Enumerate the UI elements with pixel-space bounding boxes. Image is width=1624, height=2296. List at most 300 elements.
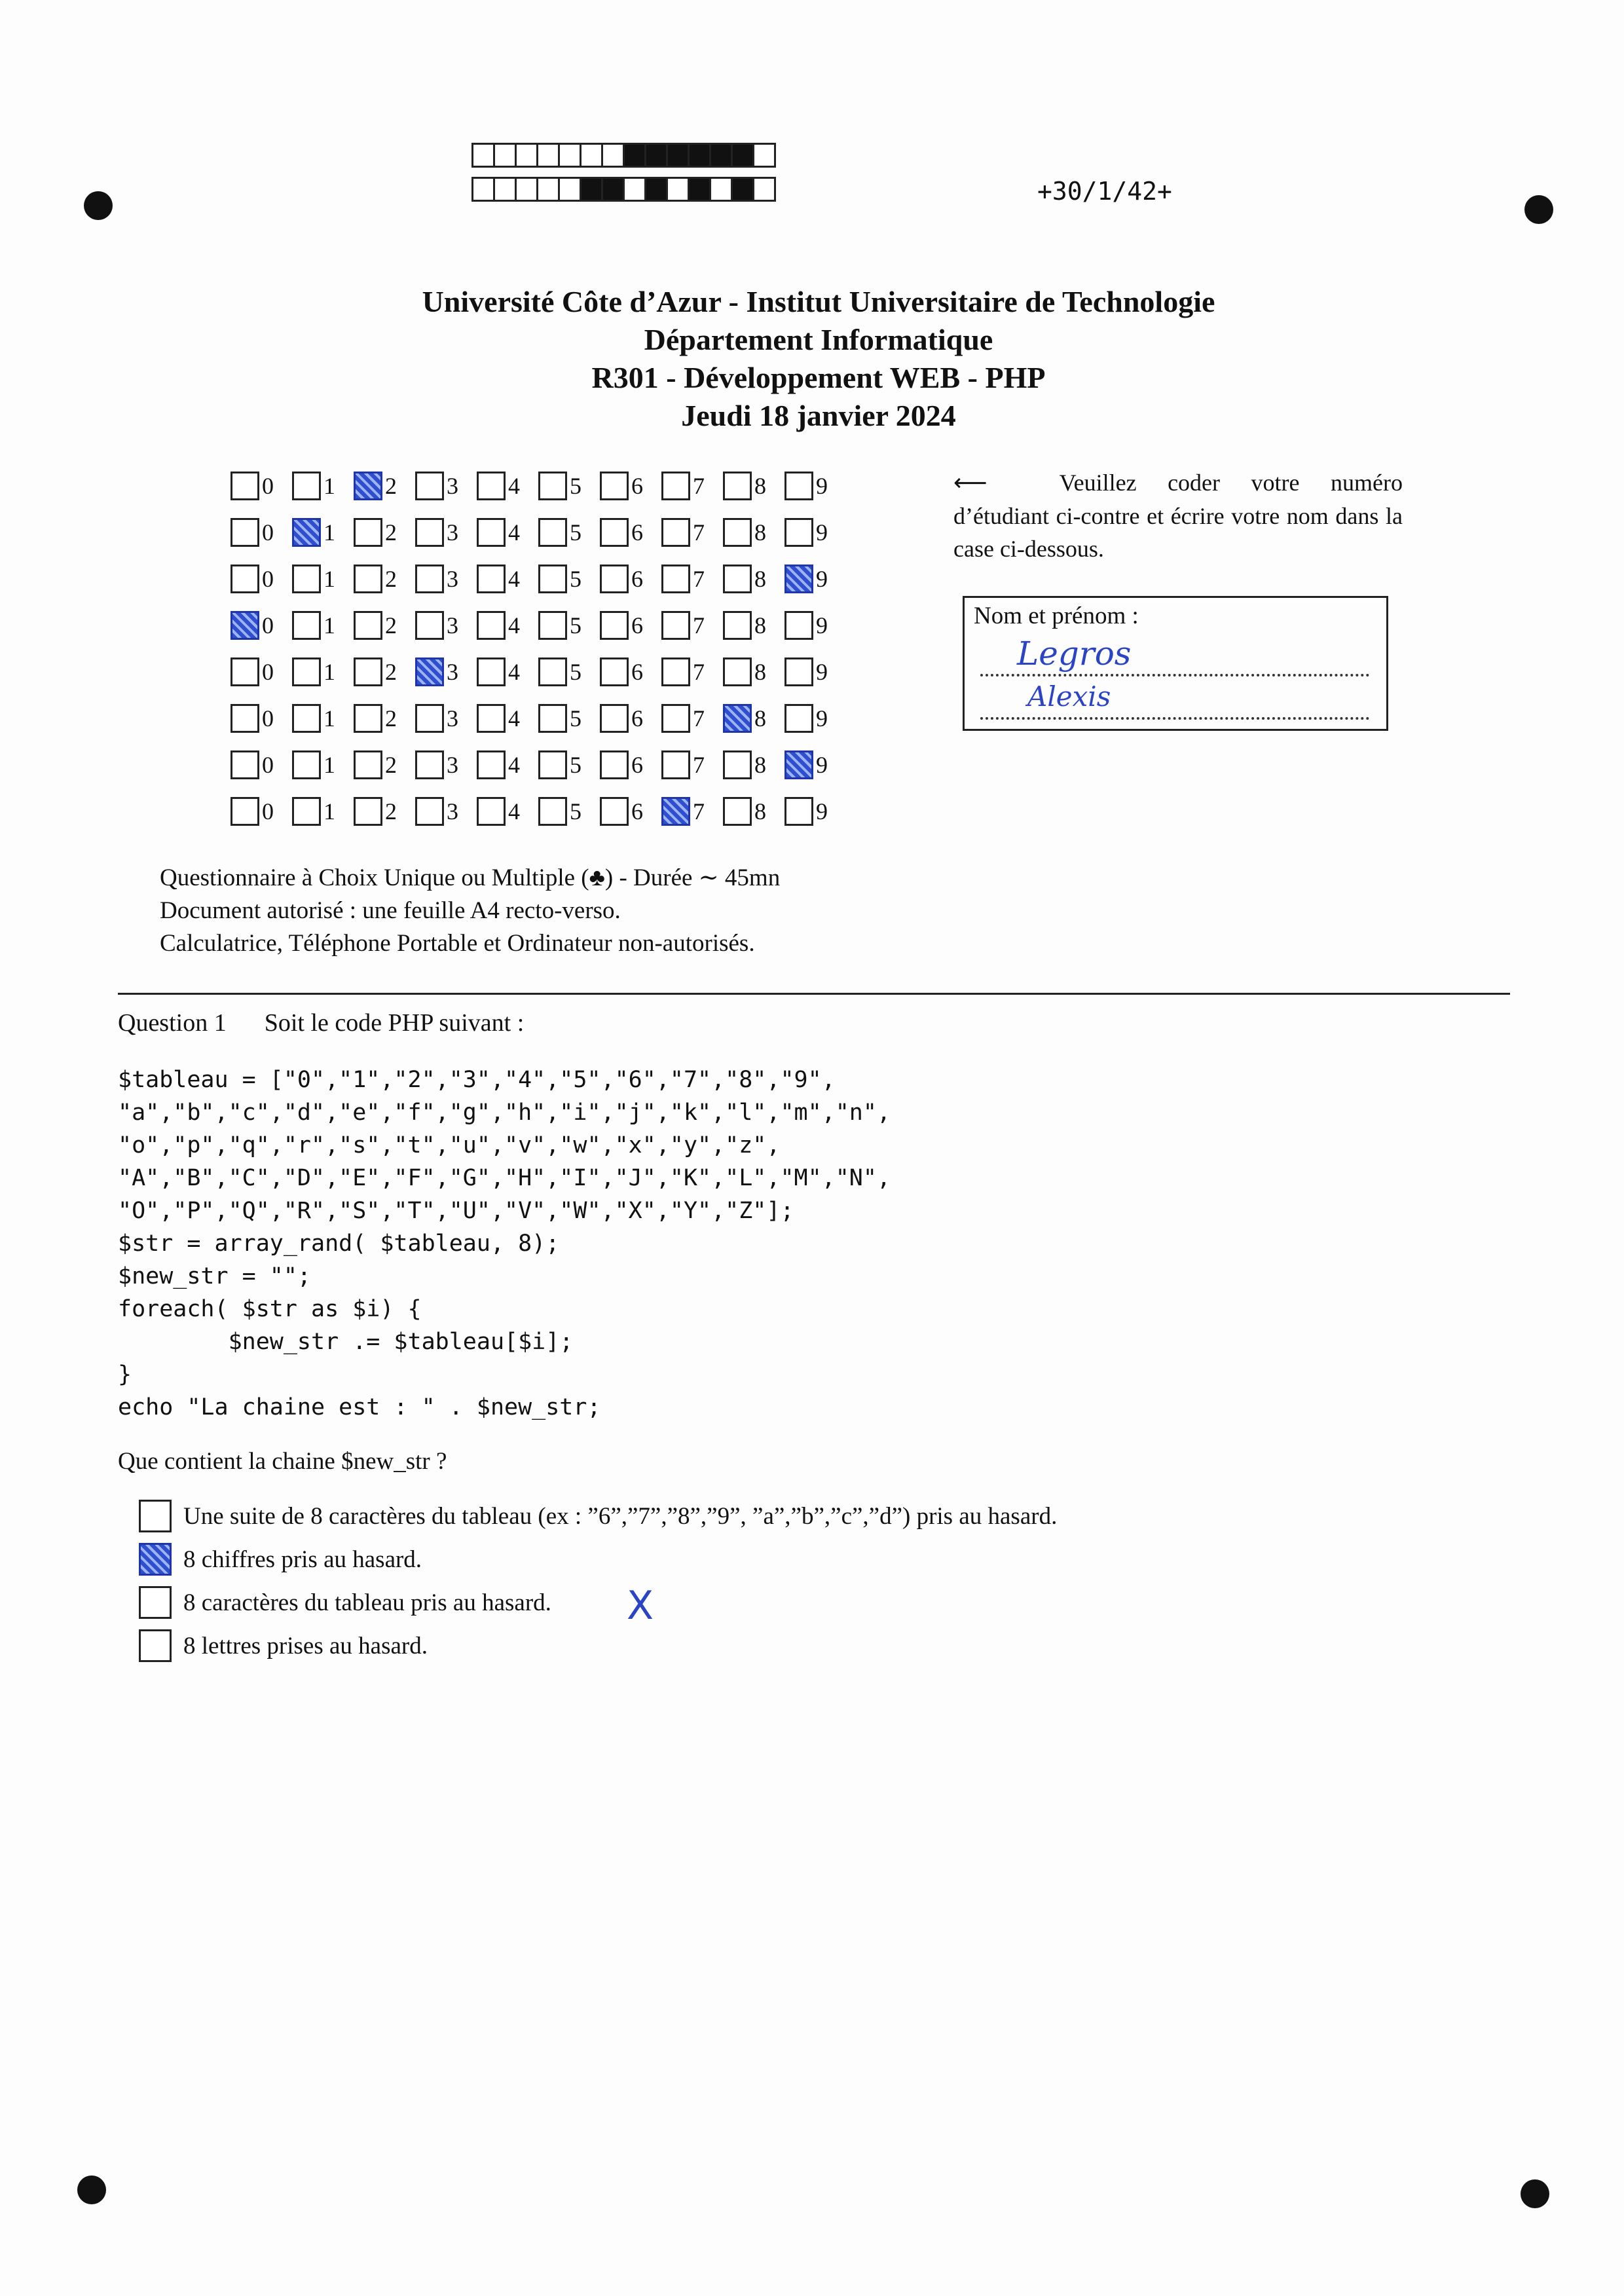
handwritten-first-name: Alexis (1027, 680, 1111, 713)
id-digit-option (292, 565, 354, 593)
id-digit-label: 0 (262, 472, 274, 499)
id-digit-checkbox[interactable] (784, 657, 813, 686)
id-digit-checkbox[interactable] (477, 704, 506, 733)
id-digit-checkbox[interactable] (415, 611, 444, 640)
id-digit-checkbox[interactable] (661, 611, 690, 640)
barcode-cell (688, 177, 711, 202)
id-digit-checkbox[interactable] (292, 472, 321, 500)
id-digit-option (538, 565, 600, 593)
id-digit-checkbox[interactable] (231, 518, 259, 547)
id-digit-option (538, 657, 600, 686)
id-digit-label: 1 (323, 472, 335, 499)
id-digit-option (538, 797, 600, 826)
id-digit-label: 3 (447, 705, 458, 731)
answer-option[interactable] (139, 1538, 1057, 1581)
question-prompt: Que contient la chaine $new_str ? (118, 1448, 447, 1475)
barcode-cell (558, 177, 581, 202)
id-digit-checkbox[interactable] (661, 565, 690, 593)
id-digit-checkbox[interactable] (600, 704, 629, 733)
barcode-cell (536, 177, 560, 202)
id-digit-option (354, 704, 415, 733)
id-digit-option (231, 472, 292, 500)
id-digit-option (661, 611, 723, 640)
id-digit-option (231, 750, 292, 779)
answer-text: 8 chiffres pris au hasard. (183, 1546, 422, 1573)
id-digit-checkbox[interactable] (292, 611, 321, 640)
id-digit-option (354, 797, 415, 826)
header-course: R301 - Développement WEB - PHP (591, 361, 1046, 394)
id-digit-option (354, 472, 415, 500)
id-digit-option (231, 704, 292, 733)
id-digit-label: 2 (385, 472, 397, 499)
id-digit-checkbox[interactable] (784, 704, 813, 733)
id-digit-checkbox[interactable] (723, 797, 752, 826)
barcode-cell (580, 177, 603, 202)
id-digit-label: 5 (570, 751, 581, 778)
id-digit-label: 0 (262, 658, 274, 685)
id-digit-checkbox[interactable] (538, 611, 567, 640)
id-digit-option (784, 611, 846, 640)
id-digit-label: 0 (262, 519, 274, 546)
id-digit-option (415, 750, 477, 779)
id-digit-option (415, 565, 477, 593)
id-digit-label: 1 (323, 751, 335, 778)
id-digit-option (477, 472, 538, 500)
barcode-cell (536, 143, 560, 168)
id-digit-checkbox[interactable] (415, 750, 444, 779)
id-digit-label: 2 (385, 705, 397, 731)
id-digit-label: 4 (508, 658, 520, 685)
id-digit-checkbox[interactable] (477, 472, 506, 500)
id-digit-option (477, 704, 538, 733)
id-digit-option (723, 657, 784, 686)
id-digit-option (723, 704, 784, 733)
answer-text: Une suite de 8 caractères du tableau (ex : ”6”,”7”,”8”,”9”, ”a”,”b”,”c”,”d”) pris au hasard. (183, 1502, 1058, 1530)
id-digit-option (354, 750, 415, 779)
id-digit-checkbox[interactable] (723, 565, 752, 593)
barcode-cell (731, 177, 754, 202)
id-digit-label: 2 (385, 751, 397, 778)
id-digit-checkbox[interactable] (538, 797, 567, 826)
question-intro: Soit le code PHP suivant : (264, 1009, 525, 1037)
barcode-cell (709, 143, 733, 168)
id-digit-checkbox[interactable] (538, 750, 567, 779)
id-digit-label: 3 (447, 658, 458, 685)
id-digit-checkbox[interactable] (723, 704, 752, 733)
barcode-cell (666, 177, 690, 202)
barcode-cell (752, 177, 776, 202)
id-digit-label: 5 (570, 798, 581, 824)
id-digit-label: 1 (323, 658, 335, 685)
instructions (953, 466, 1403, 565)
id-digit-option (723, 472, 784, 500)
id-digit-option (477, 657, 538, 686)
name-box-label: Nom et prénom : (974, 602, 1139, 629)
id-grid-row (231, 509, 846, 555)
id-digit-checkbox[interactable] (784, 750, 813, 779)
id-digit-checkbox[interactable] (415, 797, 444, 826)
id-digit-label: 9 (816, 751, 828, 778)
id-digit-checkbox[interactable] (784, 611, 813, 640)
id-digit-checkbox[interactable] (354, 657, 382, 686)
id-digit-option (600, 611, 661, 640)
id-digit-checkbox[interactable] (292, 704, 321, 733)
id-digit-option (292, 611, 354, 640)
barcode-cell (471, 177, 495, 202)
barcode-cell (623, 177, 646, 202)
id-digit-option (661, 657, 723, 686)
id-digit-option (784, 797, 846, 826)
id-digit-checkbox[interactable] (354, 565, 382, 593)
id-digit-label: 5 (570, 612, 581, 639)
id-digit-checkbox[interactable] (600, 611, 629, 640)
id-digit-label: 7 (693, 751, 705, 778)
id-digit-checkbox[interactable] (723, 472, 752, 500)
question-title (118, 1009, 524, 1037)
id-digit-label: 9 (816, 798, 828, 824)
id-digit-label: 9 (816, 705, 828, 731)
id-digit-label: 7 (693, 705, 705, 731)
id-digit-checkbox[interactable] (600, 797, 629, 826)
id-digit-checkbox[interactable] (231, 797, 259, 826)
id-digit-label: 1 (323, 705, 335, 731)
id-grid-row (231, 462, 846, 509)
id-digit-option (723, 611, 784, 640)
id-digit-option (661, 565, 723, 593)
id-digit-checkbox[interactable] (661, 518, 690, 547)
id-digit-option (538, 518, 600, 547)
exam-info-documents: Document autorisé : une feuille A4 recto-verso. (160, 897, 621, 924)
id-digit-label: 3 (447, 751, 458, 778)
id-grid-row (231, 741, 846, 788)
id-digit-checkbox[interactable] (231, 611, 259, 640)
instructions-text: Veuillez coder votre numéro d’étudiant ci-contre et écrire votre nom dans la case ci-dessous. (953, 470, 1403, 562)
id-digit-option (354, 611, 415, 640)
barcode-cell (644, 177, 668, 202)
id-digit-label: 7 (693, 519, 705, 546)
id-digit-label: 4 (508, 751, 520, 778)
id-digit-checkbox[interactable] (415, 565, 444, 593)
id-digit-option (415, 472, 477, 500)
id-digit-checkbox[interactable] (600, 518, 629, 547)
id-digit-checkbox[interactable] (477, 657, 506, 686)
id-digit-checkbox[interactable] (600, 472, 629, 500)
id-digit-option (600, 657, 661, 686)
id-digit-option (477, 565, 538, 593)
id-digit-checkbox[interactable] (661, 472, 690, 500)
exam-header (0, 283, 1624, 435)
id-digit-label: 1 (323, 519, 335, 546)
registration-mark-top-right (1524, 195, 1553, 224)
page-barcode-row-2 (471, 177, 774, 202)
section-divider (118, 993, 1510, 995)
id-digit-label: 3 (447, 612, 458, 639)
id-digit-label: 1 (323, 612, 335, 639)
id-digit-checkbox[interactable] (231, 704, 259, 733)
id-digit-option (415, 657, 477, 686)
id-digit-checkbox[interactable] (415, 704, 444, 733)
answer-checkbox[interactable] (139, 1543, 172, 1576)
id-digit-label: 4 (508, 612, 520, 639)
id-digit-option (292, 657, 354, 686)
header-university: Université Côte d’Azur - Institut Universitaire de Technologie (422, 285, 1215, 318)
barcode-cell (731, 143, 754, 168)
id-digit-checkbox[interactable] (538, 518, 567, 547)
id-digit-label: 6 (631, 565, 643, 592)
id-digit-label: 9 (816, 565, 828, 592)
id-digit-option (784, 657, 846, 686)
barcode-cell (688, 143, 711, 168)
barcode-cell (515, 177, 538, 202)
id-digit-label: 5 (570, 658, 581, 685)
left-arrow-icon: ⟵ (953, 470, 987, 496)
barcode-cell (601, 143, 625, 168)
id-digit-checkbox[interactable] (538, 704, 567, 733)
id-digit-option (231, 797, 292, 826)
id-grid-row (231, 602, 846, 648)
answer-option[interactable] (139, 1581, 1057, 1629)
id-digit-checkbox[interactable] (661, 704, 690, 733)
id-digit-option (477, 518, 538, 547)
answer-option[interactable] (139, 1624, 1057, 1667)
barcode-cell (471, 143, 495, 168)
id-digit-option (600, 565, 661, 593)
php-code-block: $tableau = ["0","1","2","3","4","5","6","7","8","9", "a","b","c","d","e","f","g","h","i","j","k","l","m","n", "o","p","q","r","s","t","u","v","w","x","y","z", "A","B","C","D","E","F","G","H","I","J","K","L","M","N", "O","P","Q","R","S","T","U","V","W","X","Y","Z"]; $str = array_rand( $tableau, 8); $new_str = ""; foreach( $str as $i) { $new_str .= $tableau[$i]; } echo "La chaine est : " . $new_str; (118, 1067, 891, 1420)
id-digit-label: 2 (385, 519, 397, 546)
id-digit-label: 8 (754, 472, 766, 499)
id-digit-label: 9 (816, 519, 828, 546)
id-digit-checkbox[interactable] (354, 704, 382, 733)
registration-mark-bottom-right (1521, 2179, 1549, 2208)
id-digit-option (661, 750, 723, 779)
id-digit-option (661, 472, 723, 500)
id-digit-label: 9 (816, 612, 828, 639)
id-digit-checkbox[interactable] (354, 472, 382, 500)
id-digit-label: 5 (570, 565, 581, 592)
answer-text: 8 caractères du tableau pris au hasard. (183, 1589, 551, 1616)
id-digit-option (292, 518, 354, 547)
id-digit-label: 6 (631, 612, 643, 639)
id-digit-checkbox[interactable] (292, 797, 321, 826)
id-digit-checkbox[interactable] (354, 611, 382, 640)
barcode-cell (493, 177, 517, 202)
id-digit-label: 1 (323, 798, 335, 824)
id-digit-label: 4 (508, 705, 520, 731)
id-digit-label: 0 (262, 798, 274, 824)
answer-checkbox[interactable] (139, 1586, 172, 1619)
header-department: Département Informatique (644, 323, 993, 356)
page-reference: +30/1/42+ (1037, 177, 1172, 206)
id-digit-label: 9 (816, 658, 828, 685)
question-label: Question 1 (118, 1009, 227, 1037)
id-digit-checkbox[interactable] (231, 657, 259, 686)
id-digit-label: 1 (323, 565, 335, 592)
handwritten-x-mark: X (627, 1583, 654, 1629)
id-digit-label: 5 (570, 519, 581, 546)
id-digit-label: 7 (693, 565, 705, 592)
id-digit-checkbox[interactable] (600, 657, 629, 686)
id-digit-checkbox[interactable] (723, 750, 752, 779)
answer-text: 8 lettres prises au hasard. (183, 1632, 428, 1659)
id-digit-checkbox[interactable] (661, 797, 690, 826)
id-digit-checkbox[interactable] (538, 657, 567, 686)
id-digit-option (723, 750, 784, 779)
exam-info-devices: Calculatrice, Téléphone Portable et Ordinateur non-autorisés. (160, 930, 755, 957)
id-digit-checkbox[interactable] (477, 565, 506, 593)
id-digit-checkbox[interactable] (415, 472, 444, 500)
registration-mark-top-left (84, 191, 113, 220)
id-digit-option (415, 518, 477, 547)
id-digit-checkbox[interactable] (538, 472, 567, 500)
id-digit-checkbox[interactable] (354, 518, 382, 547)
id-digit-checkbox[interactable] (784, 565, 813, 593)
student-id-grid (231, 462, 846, 834)
id-digit-label: 8 (754, 565, 766, 592)
id-digit-checkbox[interactable] (661, 657, 690, 686)
id-digit-option (784, 704, 846, 733)
id-digit-label: 3 (447, 519, 458, 546)
exam-info (160, 862, 780, 960)
id-digit-checkbox[interactable] (477, 611, 506, 640)
id-digit-label: 6 (631, 705, 643, 731)
id-digit-checkbox[interactable] (415, 657, 444, 686)
id-digit-option (415, 704, 477, 733)
id-digit-label: 6 (631, 519, 643, 546)
answer-checkbox[interactable] (139, 1629, 172, 1662)
id-digit-option (661, 704, 723, 733)
id-digit-option (477, 611, 538, 640)
id-digit-option (354, 565, 415, 593)
id-digit-option (477, 750, 538, 779)
id-grid-row (231, 695, 846, 741)
id-digit-checkbox[interactable] (661, 750, 690, 779)
name-box[interactable] (963, 596, 1388, 731)
barcode-cell (709, 177, 733, 202)
id-digit-checkbox[interactable] (292, 750, 321, 779)
id-digit-option (292, 750, 354, 779)
id-digit-checkbox[interactable] (723, 657, 752, 686)
name-dotted-line-1 (980, 673, 1369, 676)
id-digit-checkbox[interactable] (477, 518, 506, 547)
barcode-cell (580, 143, 603, 168)
id-digit-option (600, 518, 661, 547)
barcode-cell (493, 143, 517, 168)
id-digit-option (600, 704, 661, 733)
answer-checkbox[interactable] (139, 1500, 172, 1532)
answer-option[interactable] (139, 1494, 1057, 1538)
id-grid-row (231, 555, 846, 602)
id-digit-label: 2 (385, 612, 397, 639)
id-digit-option (784, 472, 846, 500)
barcode-cell (752, 143, 776, 168)
id-digit-label: 3 (447, 565, 458, 592)
id-digit-checkbox[interactable] (477, 750, 506, 779)
id-digit-label: 6 (631, 798, 643, 824)
id-digit-option (231, 518, 292, 547)
id-digit-checkbox[interactable] (231, 472, 259, 500)
id-digit-checkbox[interactable] (723, 518, 752, 547)
id-digit-label: 8 (754, 658, 766, 685)
answer-list (139, 1494, 1057, 1667)
id-digit-label: 7 (693, 472, 705, 499)
id-digit-option (354, 518, 415, 547)
barcode-cell (623, 143, 646, 168)
id-digit-checkbox[interactable] (784, 472, 813, 500)
id-digit-label: 2 (385, 565, 397, 592)
id-digit-checkbox[interactable] (354, 750, 382, 779)
id-digit-label: 0 (262, 612, 274, 639)
id-digit-label: 5 (570, 472, 581, 499)
id-digit-option (661, 518, 723, 547)
id-digit-checkbox[interactable] (354, 797, 382, 826)
id-digit-option (538, 611, 600, 640)
id-digit-option (231, 611, 292, 640)
id-digit-checkbox[interactable] (292, 518, 321, 547)
id-digit-option (292, 472, 354, 500)
id-digit-option (600, 797, 661, 826)
id-digit-option (600, 472, 661, 500)
id-digit-checkbox[interactable] (784, 518, 813, 547)
exam-info-format: Questionnaire à Choix Unique ou Multiple (♣) - Durée ∼ 45mn (160, 864, 781, 891)
id-digit-option (477, 797, 538, 826)
registration-mark-bottom-left (77, 2176, 106, 2204)
id-digit-option (723, 518, 784, 547)
id-digit-checkbox[interactable] (292, 565, 321, 593)
id-digit-option (231, 657, 292, 686)
id-digit-option (292, 797, 354, 826)
id-digit-option (231, 565, 292, 593)
id-digit-option (538, 472, 600, 500)
id-digit-label: 0 (262, 751, 274, 778)
handwritten-last-name: Legros (1017, 635, 1132, 673)
id-digit-label: 8 (754, 612, 766, 639)
id-digit-option (600, 750, 661, 779)
id-digit-label: 0 (262, 565, 274, 592)
id-digit-checkbox[interactable] (477, 797, 506, 826)
id-digit-option (354, 657, 415, 686)
id-digit-option (784, 750, 846, 779)
id-digit-label: 4 (508, 519, 520, 546)
id-digit-label: 0 (262, 705, 274, 731)
id-digit-checkbox[interactable] (784, 797, 813, 826)
barcode-cell (601, 177, 625, 202)
id-digit-checkbox[interactable] (415, 518, 444, 547)
id-digit-option (784, 565, 846, 593)
id-digit-label: 8 (754, 705, 766, 731)
id-digit-label: 2 (385, 798, 397, 824)
barcode-cell (515, 143, 538, 168)
id-digit-checkbox[interactable] (600, 565, 629, 593)
id-digit-checkbox[interactable] (231, 565, 259, 593)
id-grid-row (231, 648, 846, 695)
id-digit-checkbox[interactable] (292, 657, 321, 686)
barcode-cell (558, 143, 581, 168)
id-digit-label: 6 (631, 658, 643, 685)
id-digit-checkbox[interactable] (723, 611, 752, 640)
id-grid-row (231, 788, 846, 834)
id-digit-label: 9 (816, 472, 828, 499)
id-digit-label: 7 (693, 658, 705, 685)
id-digit-option (723, 797, 784, 826)
id-digit-checkbox[interactable] (600, 750, 629, 779)
id-digit-label: 7 (693, 798, 705, 824)
id-digit-checkbox[interactable] (538, 565, 567, 593)
id-digit-option (415, 611, 477, 640)
id-digit-checkbox[interactable] (231, 750, 259, 779)
barcode-cell (644, 143, 668, 168)
page-barcode-row-1 (471, 143, 774, 168)
id-digit-option (415, 797, 477, 826)
